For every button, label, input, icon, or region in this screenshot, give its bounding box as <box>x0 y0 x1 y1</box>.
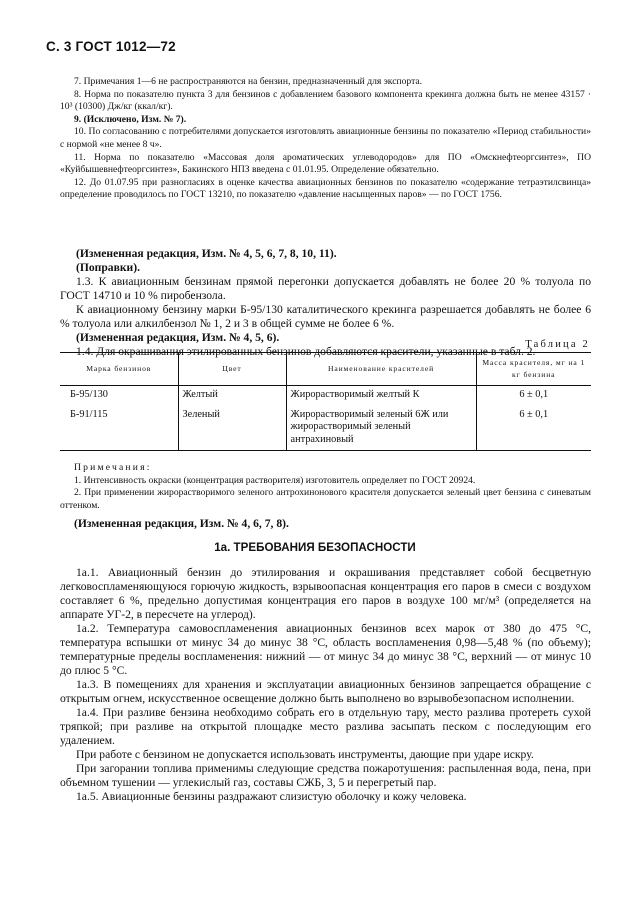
safety-section <box>60 566 591 804</box>
dye-table <box>60 352 591 451</box>
clause-1-3: 1.3. К авиационным бензинам прямой перегонки допускается добавлять не более 20 % толуола по ГОСТ 14710 и 10 % пиробензола. <box>60 275 591 302</box>
table-note-2: 2. При применении жирорастворимого зеленого антрохинонового красителя допускается зеленый цвет бензина с синеватым оттенком. <box>60 487 591 511</box>
clause-1-3-b: К авиационному бензину марки Б-95/130 каталитического крекинга разрешается добавлять не более 6 % толуола или алкилбензол № 1, 2 и 3 в общей сумме не более 6 %. <box>60 303 591 330</box>
clause-1-4: 1.4. Для окрашивания этилированных бензинов добавляются красители, указанные в табл. 2. <box>76 345 536 358</box>
footnote-10: 10. По согласованию с потребителями допускается изготовлять авиационные бензины по показателю «Период стабильности» с нормой «не менее 8 ч». <box>60 126 591 150</box>
clause-1a-4-c: При загорании топлива применимы следующие средства пожаротушения: распыленная вода, пена, при объемном тушении — углекислый газ, составы СЖБ, 3, 5 и перегретый пар. <box>60 762 591 789</box>
clause-1a-5: 1а.5. Авиационные бензины раздражают слизистую оболочку и кожу человека. <box>76 790 467 803</box>
cell-dye-name: Жирорастворимый зеленый 6Ж или жирорастворимый зеленый антрахиновый <box>286 406 476 451</box>
cell-grade: Б-95/130 <box>70 389 108 400</box>
footnotes-block <box>60 76 591 202</box>
clause-1a-1: 1а.1. Авиационный бензин до этилирования и окрашивания представляет собой бесцветную легковоспламеняющуюся горючую жидкость, взрывоопасная концентрация его паров в смеси с воздухом составляет 6 %, предельно допустимая концентрация его паров в воздухе 100 мг/м³ (определяется на аппарате УГ-2, в пересчете на углерод). <box>60 566 591 621</box>
revision-note-3: (Измененная редакция, Изм. № 4, 6, 7, 8). <box>74 517 289 531</box>
table-note-1: 1. Интенсивность окраски (концентрация растворителя) изготовитель определяет по ГОСТ 20924. <box>74 474 476 486</box>
header-grade: Марка бензинов <box>60 353 178 386</box>
amendment-note: (Поправки). <box>76 261 140 274</box>
table-caption: Таблица 2 <box>525 339 590 350</box>
clause-1a-3: 1а.3. В помещениях для хранения и эксплуатации авиационных бензинов запрещается обращение с открытым огнем, искусственное освещение должно быть выполнено во взрывобезопасном исполнении. <box>60 678 591 705</box>
revision-note-1: (Измененная редакция, Изм. № 4, 5, 6, 7, 8, 10, 11). <box>76 247 337 260</box>
table-notes-label: Примечания: <box>74 462 152 473</box>
cell-dye-mass: 6 ± 0,1 <box>476 406 591 451</box>
footnote-11: 11. Норма по показателю «Массовая доля ароматических углеводородов» для ПО «Омскнефтеоргсинтез», ПО «Куйбышевнефтеоргсинтез», Бакинского НПЗ введена с 01.01.95. Определение обязательно. <box>60 151 591 176</box>
cell-color: Зеленый <box>178 406 286 451</box>
table-header-row <box>60 353 591 386</box>
table-row <box>60 406 591 451</box>
cell-grade: Б-91/115 <box>60 406 178 451</box>
header-dye-mass: Масса красителя, мг на 1 кг бензина <box>476 353 591 386</box>
header-dye-name: Наименование красителей <box>286 353 476 386</box>
page-header: С. 3 ГОСТ 1012—72 <box>46 39 176 54</box>
section-title: 1а. ТРЕБОВАНИЯ БЕЗОПАСНОСТИ <box>214 541 416 554</box>
table-row <box>60 386 591 406</box>
table-notes <box>60 462 591 532</box>
clause-1-3-block <box>60 247 591 359</box>
cell-color: Желтый <box>178 386 286 406</box>
footnote-8: 8. Норма по показателю пункта 3 для бензинов с добавлением базового компонента крекинга должна быть не менее 43157 · 10³ (10300) Дж/кг (ккал/кг). <box>60 88 591 113</box>
clause-1a-2: 1а.2. Температура самовоспламенения авиационных бензинов всех марок от 380 до 475 °С, температура вспышки от минус 34 до минус 38 °С, область воспламенения 0,98—5,48 % (по объему); температурные пределы воспламенения: нижний — от минус 34 до минус 38 °С, верхний — от минус 10 до плюс 5 °С. <box>60 622 591 677</box>
cell-dye-mass: 6 ± 0,1 <box>476 386 591 406</box>
cell-dye-name: Жирорастворимый желтый К <box>286 386 476 406</box>
revision-note-2: (Измененная редакция, Изм. № 4, 5, 6). <box>76 331 280 344</box>
footnote-9: 9. (Исключено, Изм. № 7). <box>74 113 187 125</box>
footnote-7: 7. Примечания 1—6 не распространяются на бензин, предназначенный для экспорта. <box>74 76 423 87</box>
clause-1a-4-b: При работе с бензином не допускается использовать инструменты, дающие при ударе искру. <box>76 748 534 761</box>
header-color: Цвет <box>178 353 286 386</box>
footnote-12: 12. До 01.07.95 при разногласиях в оценке качества авиационных бензинов по показателю «содержание тетраэтилсвинца» определение проводилось по ГОСТ 13210, по показателю «давление насыщенных паров» — по ГОСТ 1756. <box>60 176 591 201</box>
clause-1a-4: 1а.4. При разливе бензина необходимо собрать его в отдельную тару, место разлива протереть сухой тряпкой; при разливе на открытой площадке место разлива засыпать песком с последующим его удалением. <box>60 706 591 747</box>
